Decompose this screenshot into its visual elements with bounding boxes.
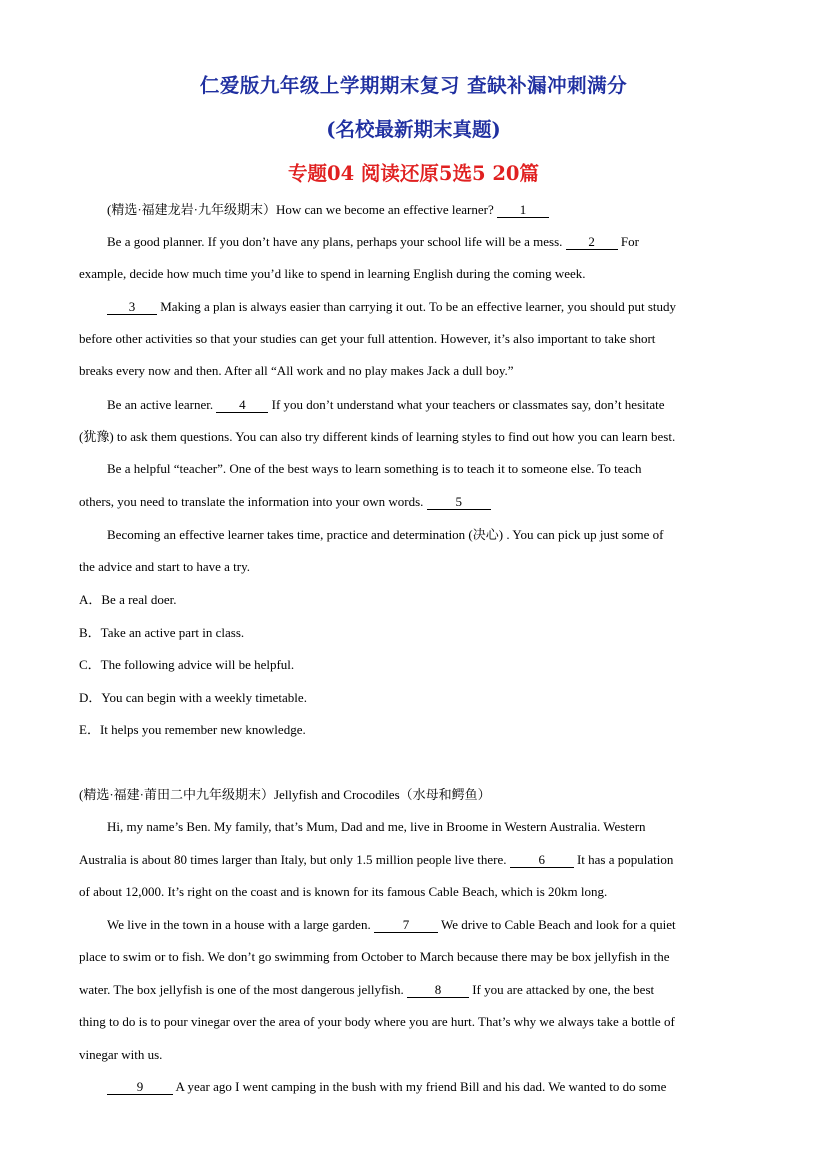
paragraph-line: before other activities so that your studies can get your full attention. However, it’s also important to take short — [79, 331, 656, 346]
paragraph-line: water. The box jellyfish is one of the most dangerous jellyfish. 8 If you are attacked by one, the best — [79, 982, 655, 997]
doc-title: 仁爱版九年级上学期期末复习 查缺补漏冲刺满分 — [199, 74, 628, 97]
option-c: C．The following advice will be helpful. — [79, 657, 295, 672]
paragraph-line: Be an active learner. 4 If you don’t understand what your teachers or classmates say, don’t hesitate — [107, 397, 665, 412]
paragraph-line: vinegar with us. — [79, 1047, 163, 1062]
passage1-source: (精选·福建龙岩·九年级期末）How can we become an effective learner? — [107, 202, 494, 217]
answer-blank: 3 — [107, 299, 157, 315]
answer-blank: 9 — [107, 1079, 173, 1095]
topic-heading: 专题04 阅读还原5选5 20篇 — [288, 162, 539, 185]
answer-blank: 8 — [407, 982, 469, 998]
answer-blank: 5 — [427, 494, 491, 510]
answer-blank: 6 — [510, 852, 574, 868]
paragraph-line: 9 A year ago I went camping in the bush with my friend Bill and his dad. We wanted to do some — [107, 1078, 749, 1096]
paragraph-line: breaks every now and then. After all “All work and no play makes Jack a dull boy.” — [79, 363, 514, 378]
passage1-source-line — [107, 201, 749, 219]
answer-blank: 4 — [216, 397, 268, 413]
option-b: B．Take an active part in class. — [79, 625, 245, 640]
option-e: E．It helps you remember new knowledge. — [79, 722, 306, 737]
paragraph-line: 3 Making a plan is always easier than carrying it out. To be an effective learner, you should put study — [107, 298, 749, 316]
answer-blank: 7 — [374, 917, 438, 933]
paragraph-line: Be a good planner. If you don’t have any plans, perhaps your school life will be a mess. 2 For — [107, 234, 639, 249]
paragraph-line: Hi, my name’s Ben. My family, that’s Mum, Dad and me, live in Broome in Western Australia. Western — [107, 819, 646, 834]
paragraph-line: Be a helpful “teacher”. One of the best ways to learn something is to teach it to someone else. To teach — [107, 461, 642, 476]
paragraph-line: thing to do is to pour vinegar over the area of your body where you are hurt. That’s why we always take a bottle of — [79, 1014, 675, 1029]
paragraph-line: others, you need to translate the information into your own words. 5 — [79, 493, 749, 511]
paragraph-line: place to swim or to fish. We don’t go swimming from October to March because there may be box jellyfish in the — [79, 949, 670, 964]
passage2-source: (精选·福建·莆田二中九年级期末）Jellyfish and Crocodiles（水母和鳄鱼） — [79, 787, 491, 802]
answer-blank: 1 — [497, 202, 549, 218]
answer-blank: 2 — [566, 234, 618, 250]
paragraph-line: Becoming an effective learner takes time, practice and determination (决心) . You can pick up just some of — [107, 527, 664, 542]
option-d: D．You can begin with a weekly timetable. — [79, 690, 307, 705]
option-a: A．Be a real doer. — [79, 592, 177, 607]
paragraph-line: (犹豫) to ask them questions. You can also try different kinds of learning styles to find out how you can learn best. — [79, 429, 676, 444]
paragraph-line: of about 12,000. It’s right on the coast and is known for its famous Cable Beach, which is 20km long. — [79, 884, 608, 899]
paragraph-line: We live in the town in a house with a large garden. 7 We drive to Cable Beach and look for a quiet — [107, 917, 676, 932]
doc-subtitle: (名校最新期末真题) — [326, 118, 501, 141]
paragraph-line: the advice and start to have a try. — [79, 559, 250, 574]
paragraph-line: Australia is about 80 times larger than Italy, but only 1.5 million people live there. 6 It has a population — [79, 852, 674, 867]
paragraph-line: example, decide how much time you’d like to spend in learning English during the coming week. — [79, 266, 586, 281]
